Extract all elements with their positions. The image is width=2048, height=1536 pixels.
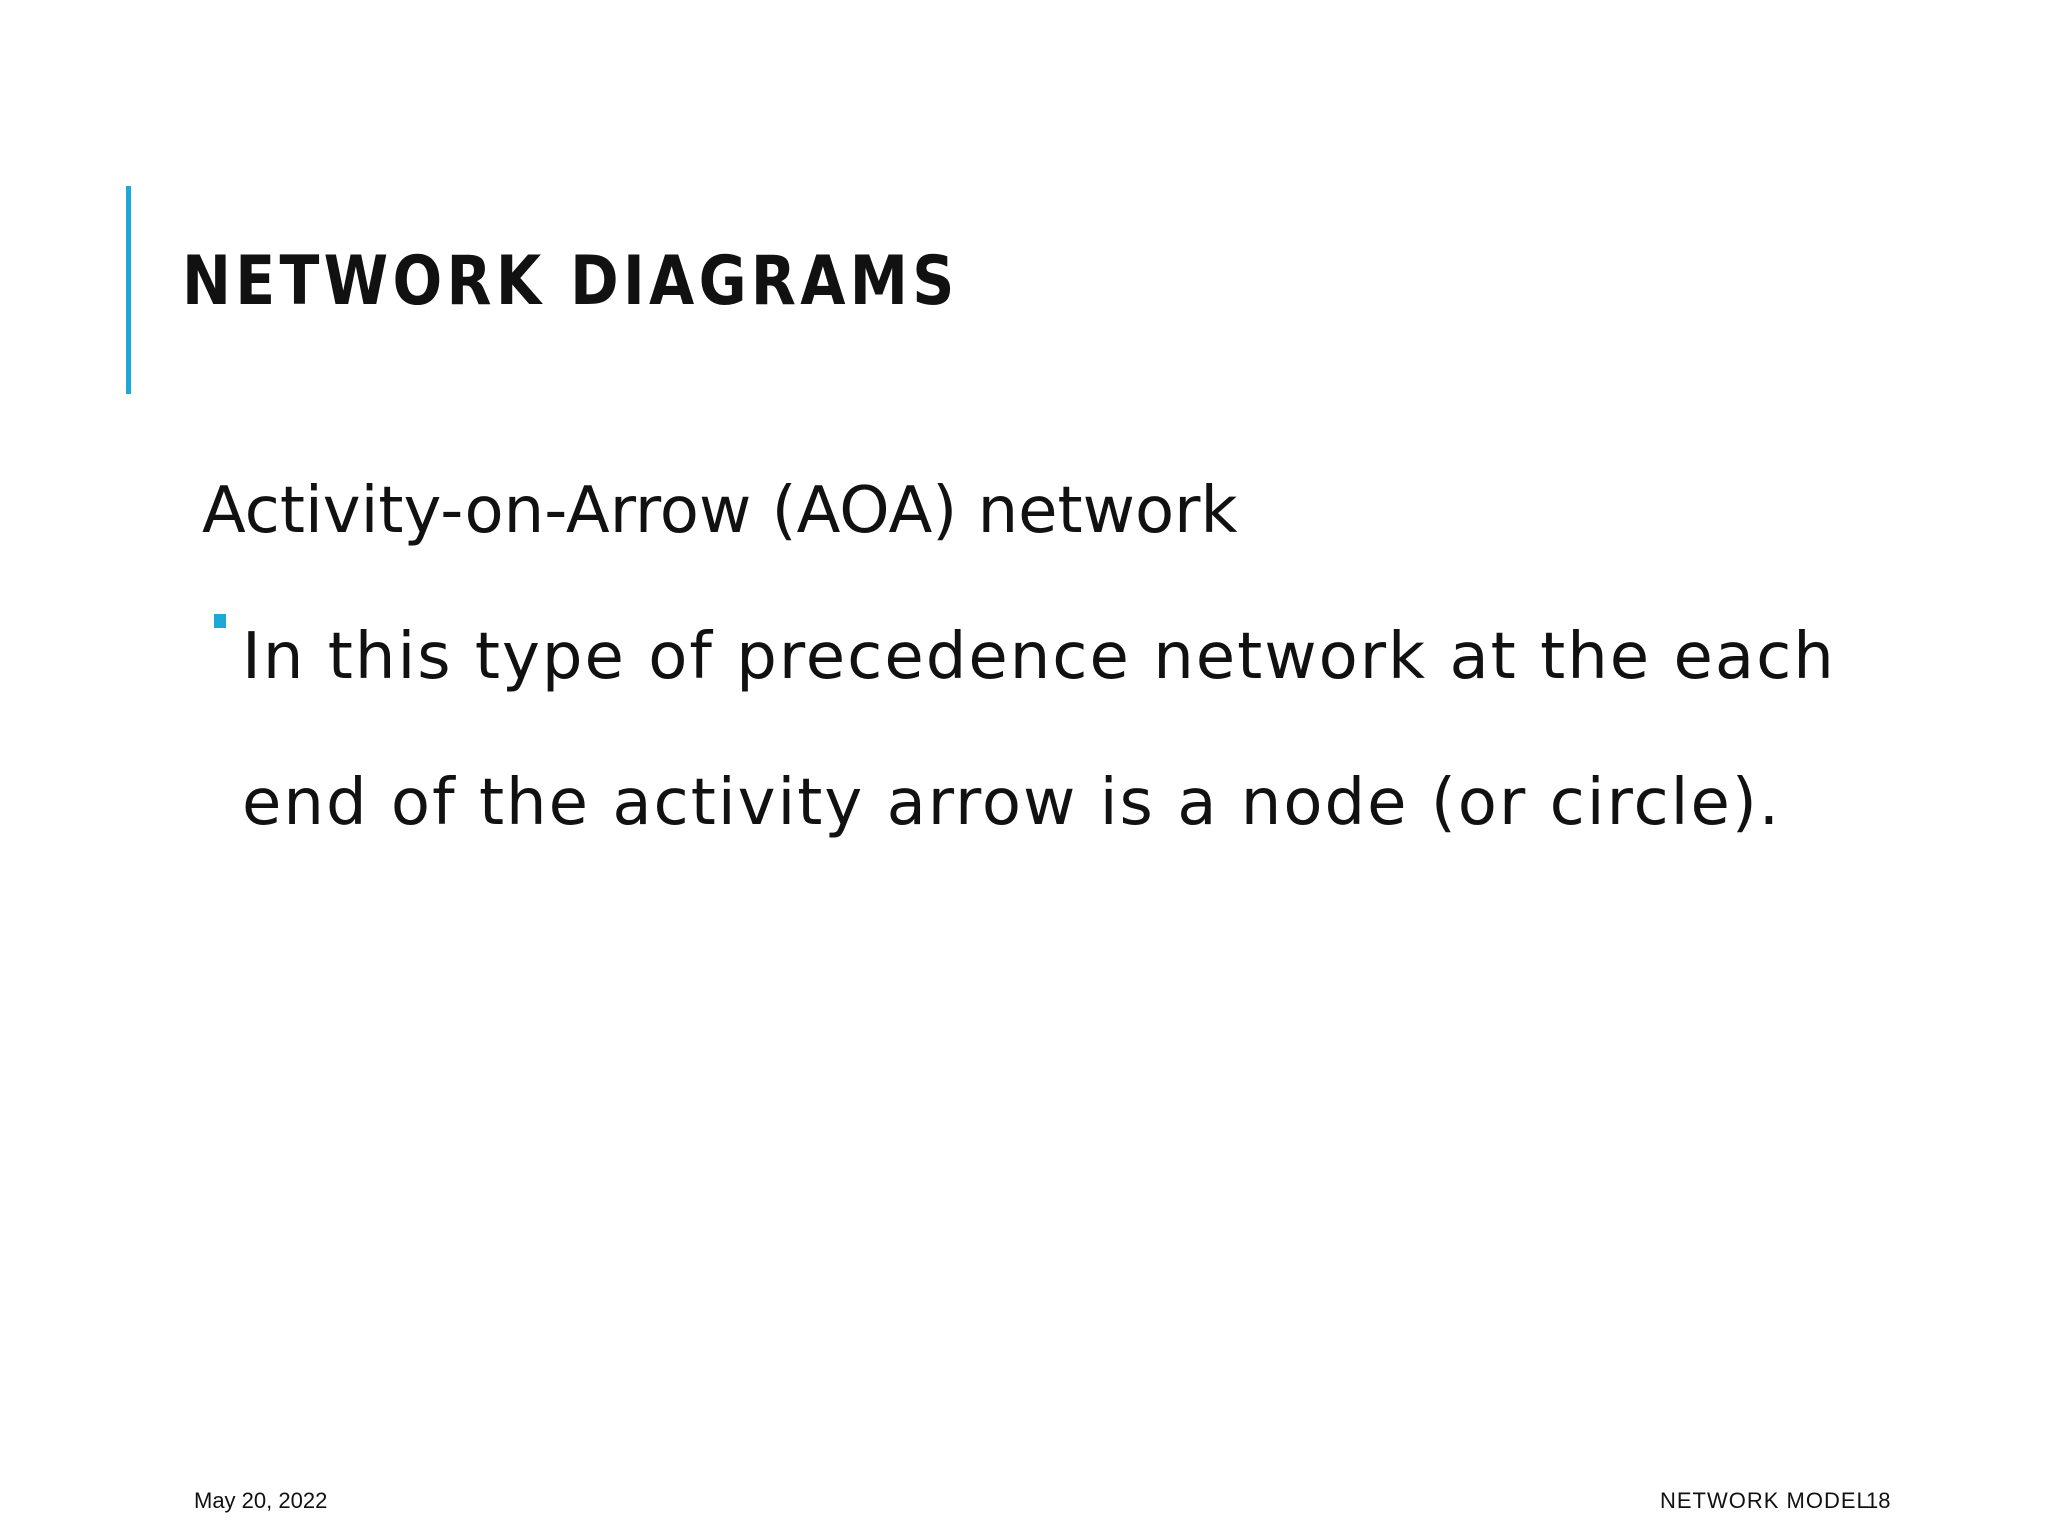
bullet-text: In this type of precedence network at the each end of the activity arrow is a node (or circle). — [242, 620, 1836, 840]
square-bullet-icon — [214, 614, 226, 628]
bullet-item — [202, 584, 1922, 876]
slide-body — [202, 466, 1922, 876]
title-accent-bar — [126, 186, 131, 394]
footer-date: May 20, 2022 — [194, 1488, 328, 1513]
footer-presentation-title: NETWORK MODEL — [1660, 1488, 1870, 1513]
section-heading: Activity-on-Arrow (AOA) network — [202, 474, 1238, 548]
footer-page-number: 18 — [1866, 1488, 1891, 1513]
slide-title: NETWORK DIAGRAMS — [182, 242, 959, 321]
